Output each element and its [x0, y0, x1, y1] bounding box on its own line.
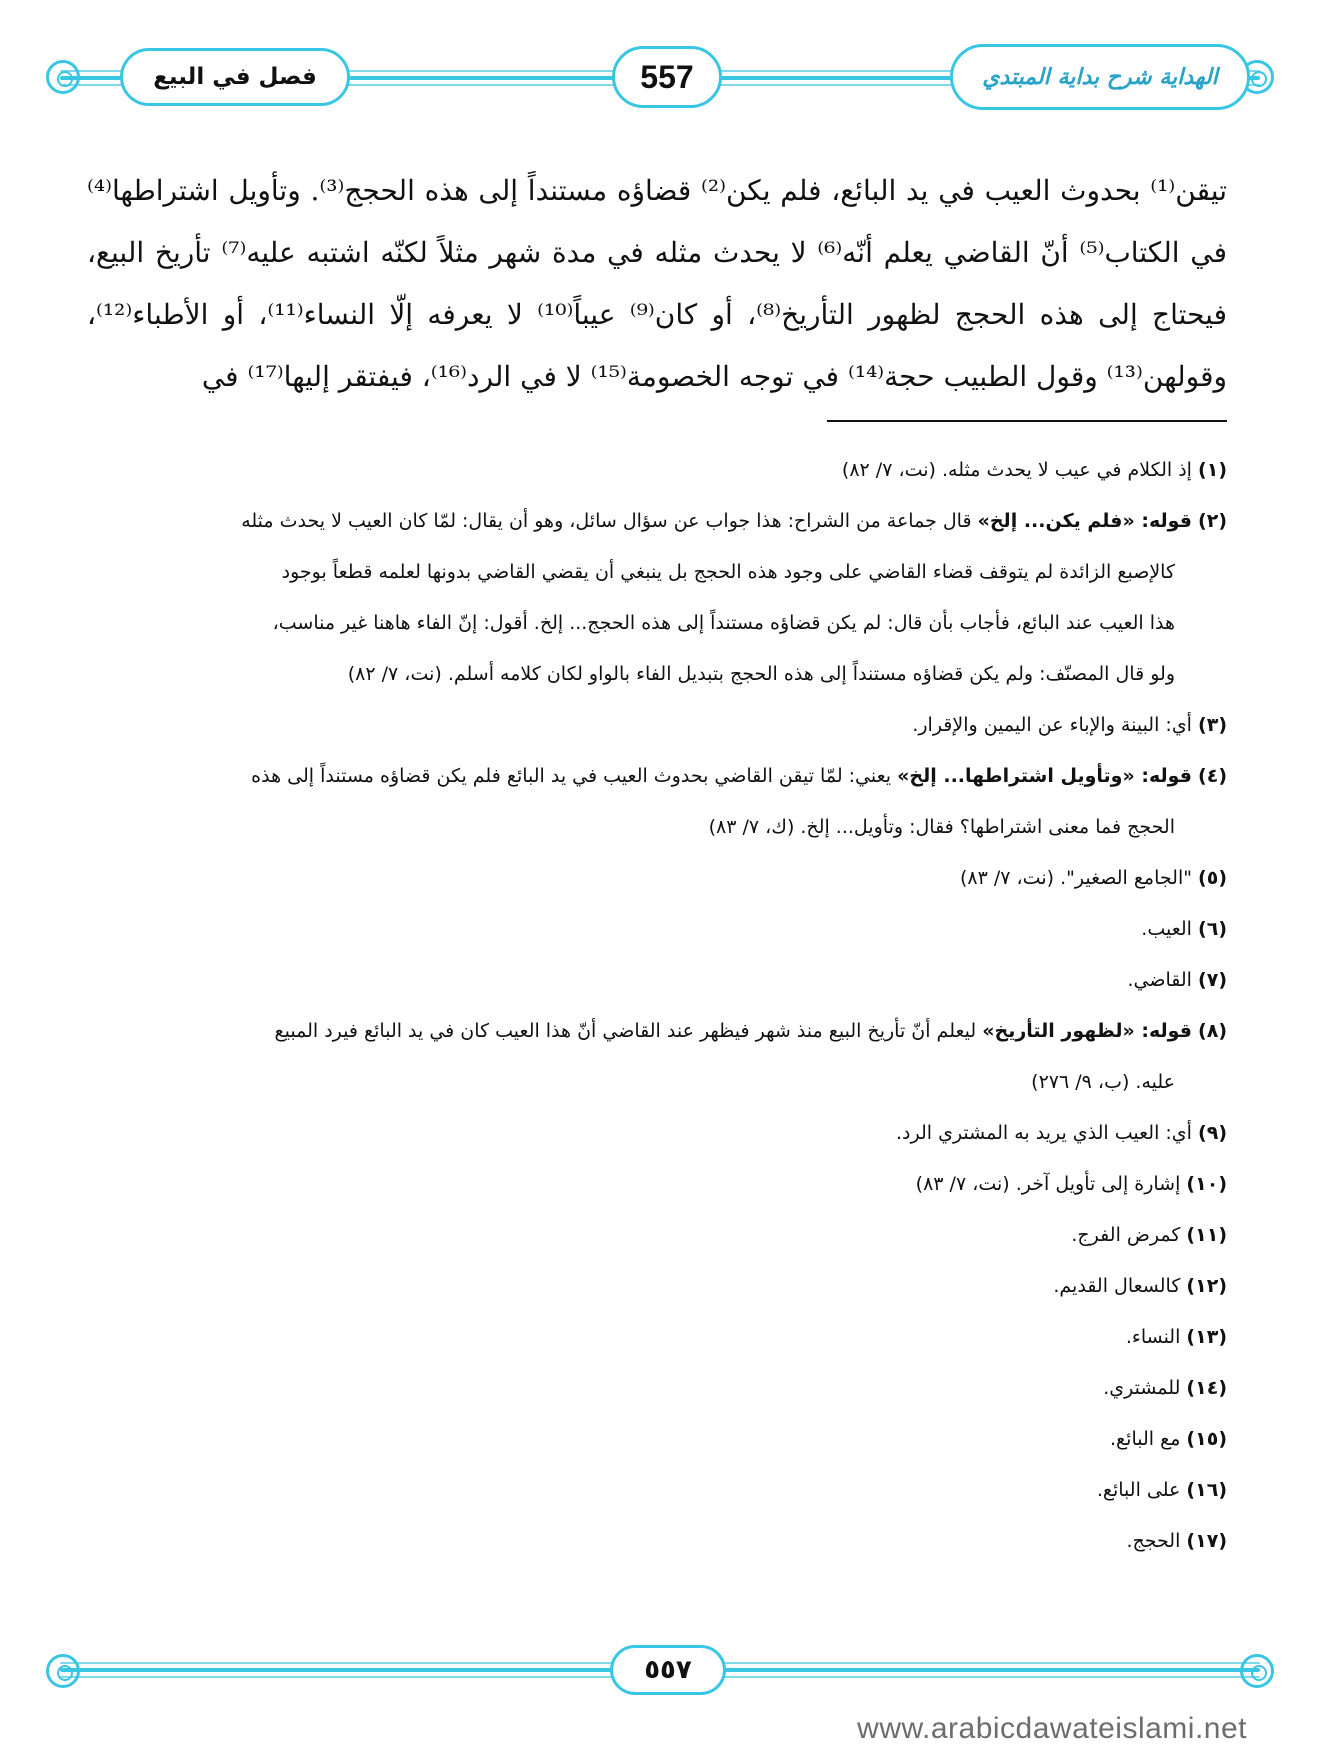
footnote-text: أي: البينة والإباء عن اليمين والإقرار. [912, 714, 1192, 736]
footnote [87, 1159, 1227, 1210]
footnote [87, 853, 1227, 904]
footnote-text: كمرض الفرج. [1071, 1224, 1181, 1246]
footer-cap-right [1240, 1654, 1274, 1688]
footnote [87, 955, 1227, 1006]
footnote-continuation: هذا العيب عند البائع، فأجاب بأن قال: لم يكن قضاؤه مستنداً إلى هذه الحجج... إلخ. أقول: إنّ الفاء هاهنا غير مناسب، [272, 612, 1175, 634]
footnote-text: الحجج. [1126, 1530, 1181, 1552]
footnote-text: ليعلم أنّ تأريخ البيع منذ شهر فيظهر عند القاضي أنّ هذا العيب كان في يد البائع فيرد المبيع [274, 1020, 977, 1042]
footnote-text: أي: العيب الذي يريد به المشتري الرد. [895, 1122, 1192, 1144]
footnotes [87, 445, 1227, 1567]
footnote-text: القاضي. [1127, 969, 1192, 991]
footnote-continuation: ولو قال المصنّف: ولم يكن قضاؤه مستنداً إلى هذه الحجج بتبديل الفاء بالواو لكان كلامه أسلم. (نت، ٧/ ٨٢) [347, 663, 1175, 685]
footnote-text: على البائع. [1096, 1479, 1181, 1501]
footnote-number: (١٤) [1186, 1377, 1227, 1399]
main-text-block [87, 160, 1227, 408]
footnote-number: (١٣) [1186, 1326, 1227, 1348]
section-title: فصل في البيع [153, 64, 317, 90]
footnote-number: (٦) [1198, 918, 1227, 940]
footnote-text: يعني: لمّا تيقن القاضي بحدوث العيب في يد البائع فلم يكن قضاؤه مستنداً إلى هذه [251, 765, 892, 787]
page-number-frame [612, 46, 722, 108]
footnote [87, 904, 1227, 955]
footnote [87, 1363, 1227, 1414]
footnote [87, 496, 1227, 547]
footnote [87, 1312, 1227, 1363]
footnote-text: "الجامع الصغير". (نت، ٧/ ٨٣) [959, 867, 1192, 889]
footnote-continuation: عليه. (ب، ٩/ ٢٧٦) [1031, 1071, 1175, 1093]
footnote-keyword: قوله: «لظهور التأريخ» [982, 1020, 1192, 1042]
footnote-number: (٢) [1198, 510, 1227, 532]
footnote [87, 1210, 1227, 1261]
footnote [87, 1006, 1227, 1057]
footnote-text: كالسعال القديم. [1053, 1275, 1181, 1297]
footnote-number: (١) [1198, 459, 1227, 481]
footnote [87, 1108, 1227, 1159]
footnote [87, 751, 1227, 802]
book-title-frame [950, 44, 1250, 110]
footnote-text: مع البائع. [1110, 1428, 1181, 1450]
footnote-separator [827, 420, 1227, 422]
footnote-number: (٥) [1198, 867, 1227, 889]
footnote-number: (٧) [1198, 969, 1227, 991]
section-title-frame [120, 48, 350, 106]
footnote-number: (١٧) [1186, 1530, 1227, 1552]
footnote-text: النساء. [1125, 1326, 1181, 1348]
footnote [87, 1414, 1227, 1465]
footnote-continuation: الحجج فما معنى اشتراطها؟ فقال: وتأويل... إلخ. (ك، ٧/ ٨٣) [708, 816, 1175, 838]
footnote-text: إذ الكلام في عيب لا يحدث مثله. (نت، ٧/ ٨٢) [841, 459, 1192, 481]
footnote-text: إشارة إلى تأويل آخر. (نت، ٧/ ٨٣) [915, 1173, 1181, 1195]
ornament-cap-left [46, 60, 80, 94]
footnote-number: (١٢) [1186, 1275, 1227, 1297]
page-header [0, 0, 1319, 120]
book-title: الهداية شرح بداية المبتدي [982, 64, 1218, 90]
website-watermark: www.arabicdawateislami.net [857, 1712, 1247, 1745]
footnote [87, 445, 1227, 496]
footnote-number: (١٥) [1186, 1428, 1227, 1450]
footnote-number: (١١) [1186, 1224, 1227, 1246]
footnote-continuation: كالإصبع الزائدة لم يتوقف قضاء القاضي على وجود هذه الحجج بل ينبغي أن يقضي القاضي بدونها لعلمه قطعاً بوجود [281, 561, 1175, 583]
footnote [87, 700, 1227, 751]
footnote-number: (٩) [1198, 1122, 1227, 1144]
footnote [87, 1465, 1227, 1516]
footnote-keyword: قوله: «وتأويل اشتراطها... إلخ» [897, 765, 1192, 787]
page-footer [0, 1640, 1319, 1720]
footnote-number: (٣) [1198, 714, 1227, 736]
footnote [87, 1261, 1227, 1312]
footer-page-number-frame [610, 1645, 726, 1695]
footnote-number: (١٦) [1186, 1479, 1227, 1501]
page-number-bottom: ٥٥٧ [644, 1655, 692, 1685]
footnote-text: قال جماعة من الشراح: هذا جواب عن سؤال سائل، وهو أن يقال: لمّا كان العيب لا يحدث مثله [241, 510, 972, 532]
footer-cap-left [46, 1654, 80, 1688]
main-paragraph: تيقن⁽¹⁾ بحدوث العيب في يد البائع، فلم يكن⁽²⁾ قضاؤه مستنداً إلى هذه الحجج⁽³⁾. وتأويل اشتراطها⁽⁴⁾ في الكتاب⁽⁵⁾ أنّ القاضي يعلم أنّه⁽⁶⁾ لا يحدث مثله في مدة شهر مثلاً لكنّه اشتبه عليه⁽⁷⁾ تأريخ البيع، فيحتاج إلى هذه الحجج لظهور التأريخ⁽⁸⁾، أو كان⁽⁹⁾ عيباً⁽¹⁰⁾ لا يعرفه إلّا النساء⁽¹¹⁾، أو الأطباء⁽¹²⁾، وقولهن⁽¹³⁾ وقول الطبيب حجة⁽¹⁴⁾ في توجه الخصومة⁽¹⁵⁾ لا في الرد⁽¹⁶⁾، فيفتقر إليها⁽¹⁷⁾ في [87, 174, 1228, 393]
footnote [87, 1516, 1227, 1567]
page-number-top: 557 [640, 58, 694, 95]
footnote-number: (٤) [1198, 765, 1227, 787]
footnote-keyword: قوله: «فلم يكن... إلخ» [977, 510, 1192, 532]
footnote-text: العيب. [1141, 918, 1192, 940]
footnote-number: (٨) [1198, 1020, 1227, 1042]
footnote-text: للمشتري. [1103, 1377, 1181, 1399]
footnote-number: (١٠) [1186, 1173, 1227, 1195]
